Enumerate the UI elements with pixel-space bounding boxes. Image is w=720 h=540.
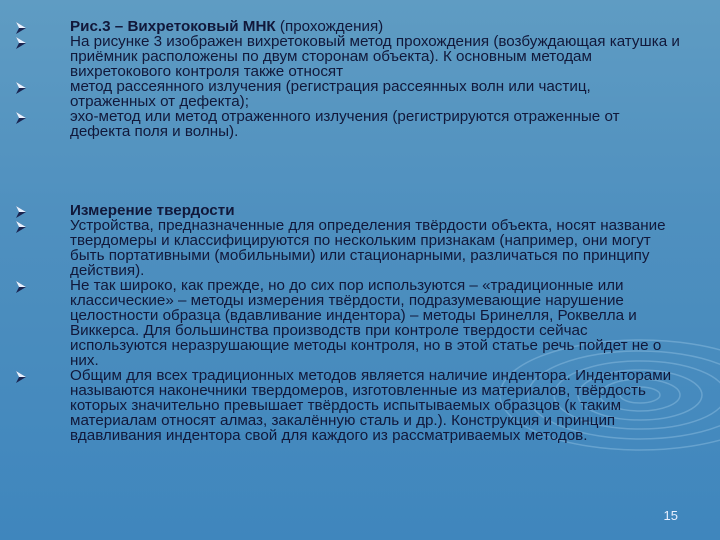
slide-number: 15 bbox=[663, 508, 678, 523]
arrowhead-bullet-icon bbox=[15, 81, 27, 95]
bullet-body: метод рассеянного излучения (регистрация рассеянных волн или частиц, отраженных от дефекта); bbox=[70, 78, 591, 110]
bullet-item bbox=[0, 19, 720, 34]
arrowhead-bullet-icon bbox=[15, 370, 27, 384]
bullet-item bbox=[0, 79, 720, 109]
bullet-item bbox=[0, 218, 720, 278]
arrowhead-bullet-icon bbox=[15, 36, 27, 50]
bullet-item bbox=[0, 109, 720, 139]
bullet-heading: Измерение твердости bbox=[70, 202, 235, 219]
bullet-text bbox=[70, 79, 680, 109]
bullet-text bbox=[70, 218, 680, 278]
section-hardness bbox=[0, 203, 720, 443]
arrowhead-bullet-icon bbox=[15, 220, 27, 234]
bullet-text bbox=[70, 368, 680, 443]
bullet-item bbox=[0, 368, 720, 443]
bullet-item bbox=[0, 203, 720, 218]
bullet-body: Не так широко, как прежде, но до сих пор используются – «традиционные или классические» – методы измерения твёрдости, подразумевающие нарушение целостности образца (вдавливание индентора) – методы Бринелля, Роквелла и Виккерса. Для большинства производств при контроле твердости сейчас используются неразрушающие методы контроля, но в этой статье речь пойдет не о них. bbox=[70, 277, 662, 369]
bullet-item bbox=[0, 34, 720, 79]
arrowhead-bullet-icon bbox=[15, 280, 27, 294]
section-eddy-current bbox=[0, 19, 720, 139]
bullet-text bbox=[70, 109, 680, 139]
bullet-body: Устройства, предназначенные для определения твёрдости объекта, носят название твердомеры и классифицируются по нескольким признакам (например, они могут быть портативными (мобильными) или стационарными, различаться по принципу действия). bbox=[70, 217, 666, 279]
arrowhead-bullet-icon bbox=[15, 111, 27, 125]
bullet-item bbox=[0, 278, 720, 368]
bullet-text bbox=[70, 278, 680, 368]
bullet-text bbox=[70, 34, 680, 79]
bullet-body: На рисунке 3 изображен вихретоковый метод прохождения (возбуждающая катушка и приёмник расположены по двум сторонам объекта). К основным методам вихретокового контроля также относят bbox=[70, 33, 680, 80]
bullet-body: Общим для всех традиционных методов является наличие индентора. Инденторами называются наконечники твердомеров, изготовленные из материалов, твёрдость которых значительно превышает твёрдость испытываемых образцов (к таким материалам относят алмаз, закалённую сталь и др.). Конструкция и принцип вдавливания индентора свой для каждого из рассматриваемых методов. bbox=[70, 367, 672, 444]
arrowhead-bullet-icon bbox=[15, 205, 27, 219]
bullet-body: эхо-метод или метод отраженного излучения (регистрируются отраженные от дефекта поля и волны). bbox=[70, 108, 620, 140]
bullet-text bbox=[70, 203, 680, 218]
bullet-heading: Рис.3 – Вихретоковый МНК bbox=[70, 18, 276, 35]
arrowhead-bullet-icon bbox=[15, 21, 27, 35]
bullet-body: (прохождения) bbox=[275, 18, 384, 35]
bullet-text bbox=[70, 19, 680, 34]
